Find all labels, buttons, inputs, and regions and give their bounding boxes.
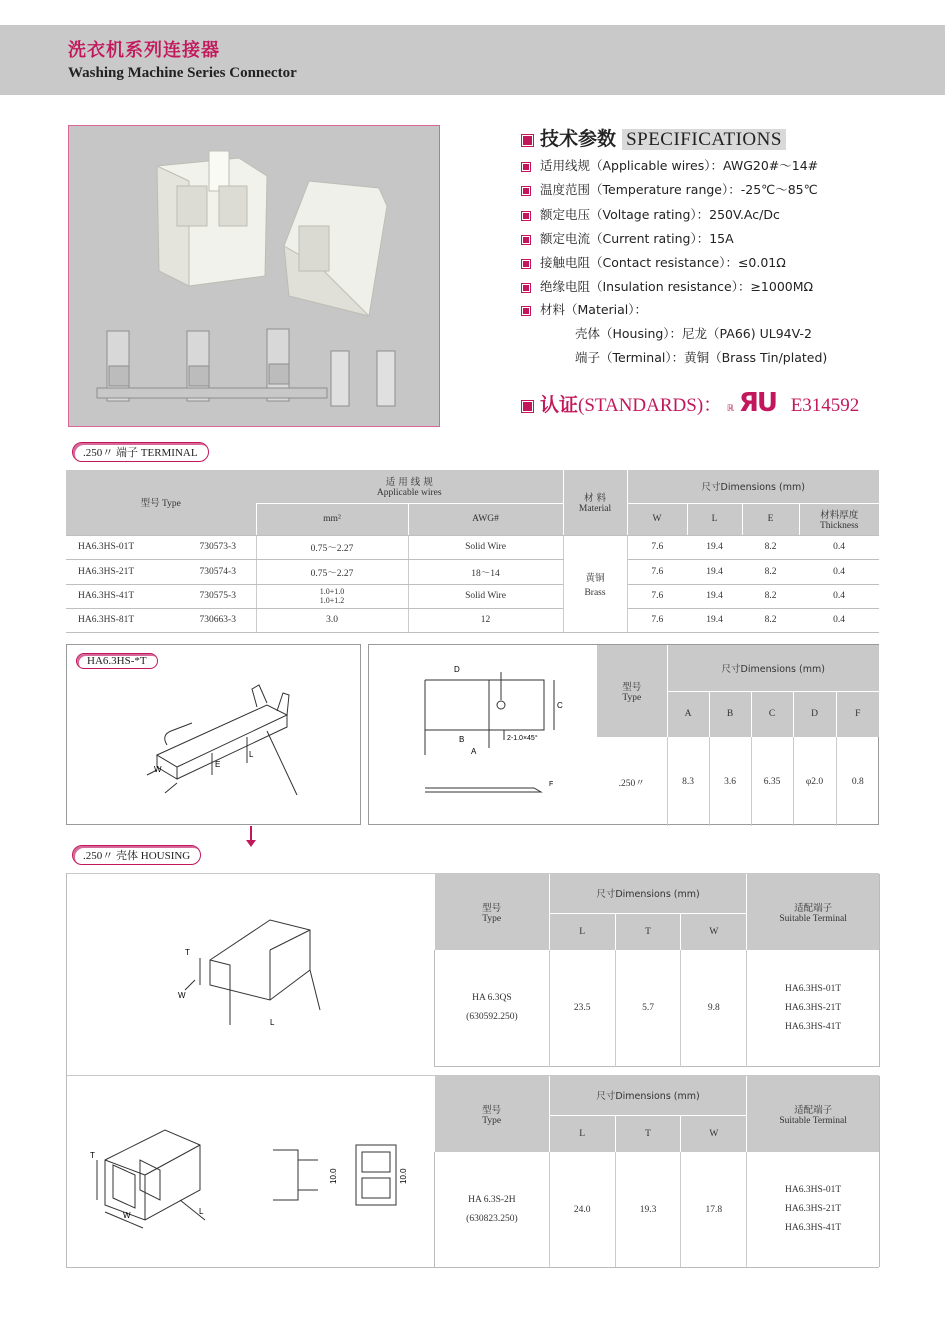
header-mm2: mm² <box>256 503 408 535</box>
spec-row: 额定电压（Voltage rating）：250V.Ac/Dc <box>522 205 780 223</box>
bullet-icon <box>522 163 530 171</box>
spec-row: 接触电阻（Contact resistance）：≤0.01Ω <box>522 253 786 271</box>
dim-l: L <box>199 1207 204 1216</box>
tab-dimension-table: 型号 Type 尺寸Dimensions (mm) A B C D F .250〃 8.3 3.6 6.35 φ2.0 0.8 <box>597 645 879 826</box>
table-row: HA6.3HS-81T 730663-3 3.0 12 7.6 19.4 8.2 0.4 <box>66 608 879 632</box>
table-row: HA6.3HS-01T 730573-3 0.75～2.27 Solid Wire 黄铜 Brass 7.6 19.4 8.2 0.4 <box>66 535 879 559</box>
label-d: D <box>454 665 460 674</box>
label-a: A <box>471 747 477 756</box>
connector-illustration <box>69 126 439 426</box>
terminal-model-label: HA6.3HS-*T <box>76 653 158 669</box>
header-type: 型号 Type <box>482 1105 502 1126</box>
spec-row: 绝缘电阻（Insulation resistance）：≥1000MΩ <box>522 277 813 295</box>
header-e: E <box>742 503 799 535</box>
bullet-square-icon <box>522 401 533 412</box>
material-cell: 黄铜 Brass <box>563 535 627 632</box>
terminal-drawing-box <box>66 644 361 825</box>
spec-row: 材料（Material）： <box>522 300 647 318</box>
header-type: 型号 Type <box>622 682 642 703</box>
label-chamfer: 2-1.0×45° <box>507 735 538 742</box>
header-material: 材 料 Material <box>563 470 627 535</box>
dim-l: L <box>249 750 254 759</box>
header-suitable: 适配端子 Suitable Terminal <box>747 1076 880 1152</box>
bullet-icon <box>522 260 530 268</box>
housing-2h-drawing <box>85 1120 225 1240</box>
bullet-icon <box>522 187 530 195</box>
flat-tab-drawing <box>409 660 579 810</box>
page-title-cn: 洗衣机系列连接器 <box>68 40 220 61</box>
table-row: HA 6.3S-2H (630823.250) 24.0 19.3 17.8 HA6.3HS-01T HA6.3HS-21T HA6.3HS-41T <box>435 1152 880 1267</box>
spec-row: 适用线规（Applicable wires）：AWG20#～14# <box>522 156 818 174</box>
dim-t: T <box>90 1151 95 1160</box>
ul-logo-icon: ЯU <box>738 388 776 418</box>
housing-section-label: .250〃 壳体 HOUSING <box>72 845 201 865</box>
header-dimensions: 尺寸Dimensions (mm) <box>627 470 879 503</box>
header-awg: AWG# <box>408 503 563 535</box>
bullet-icon <box>522 284 530 292</box>
dim-10-b: 10.0 <box>399 1168 408 1184</box>
label-c: C <box>557 701 563 710</box>
bullet-icon <box>522 307 530 315</box>
spec-row: 额定电流（Current rating）：15A <box>522 229 734 247</box>
table-row: HA6.3HS-21T 730574-3 0.75～2.27 18～14 7.6 19.4 8.2 0.4 <box>66 559 879 584</box>
header-suitable: 适配端子 Suitable Terminal <box>747 874 880 950</box>
header-l: L <box>687 503 742 535</box>
bullet-icon <box>522 236 530 244</box>
header-w: W <box>627 503 687 535</box>
housing-qs-drawing <box>170 910 340 1040</box>
label-b: B <box>459 735 465 744</box>
dim-l: L <box>270 1018 275 1027</box>
tab-spec-box <box>368 644 879 825</box>
bullet-square-icon <box>522 135 533 146</box>
page-title-en: Washing Machine Series Connector <box>68 65 297 81</box>
header-thickness: 材料厚度 Thickness <box>799 503 879 535</box>
spec-row: 温度范围（Temperature range）：-25℃～85℃ <box>522 180 818 198</box>
dim-e: E <box>215 760 221 769</box>
dim-w: W <box>154 765 162 774</box>
header-wires: 适 用 线 规 Applicable wires <box>256 470 563 503</box>
header-type: 型号 Type <box>66 470 256 535</box>
standards-line: 认证(STANDARDS)： ℝ ЯU E314592 <box>522 388 859 418</box>
housing-2h-table: 型号 Type 尺寸Dimensions (mm) 适配端子 Suitable Terminal L T W HA 6.3S-2H (630823.250) 24.0 19.3 17.8 HA6.3HS-01T HA6.3HS-21T HA6.3HS-41T <box>434 1076 880 1267</box>
crimp-terminal-drawing <box>137 675 337 815</box>
material-housing: 壳体（Housing）：尼龙（PA66) UL94V-2 <box>575 326 812 341</box>
table-row: .250〃 8.3 3.6 6.35 φ2.0 0.8 <box>597 737 879 826</box>
dim-10-a: 10.0 <box>329 1168 338 1184</box>
bullet-icon <box>522 212 530 220</box>
registered-mark-icon: ℝ <box>726 403 735 413</box>
header-dimensions: 尺寸Dimensions (mm) <box>667 645 879 691</box>
dim-w: W <box>178 991 186 1000</box>
header-type: 型号 Type <box>482 903 502 924</box>
material-terminal: 端子（Terminal）：黄铜（Brass Tin/plated) <box>575 350 828 365</box>
label-f: F <box>549 781 554 788</box>
housing-qs-table: 型号 Type 尺寸Dimensions (mm) 适配端子 Suitable Terminal L T W HA 6.3QS (630592.250) 23.5 5.7 9.8 HA6.3HS-01T HA6.3HS-21T HA6.3HS-41T <box>434 874 880 1067</box>
table-row: HA 6.3QS (630592.250) 23.5 5.7 9.8 HA6.3HS-01T HA6.3HS-21T HA6.3HS-41T <box>435 950 880 1067</box>
terminal-spec-table <box>66 470 879 633</box>
ul-number: E314592 <box>790 395 860 416</box>
specs-heading: 技术参数 SPECIFICATIONS <box>522 124 786 151</box>
dim-t: T <box>185 948 190 957</box>
housing-2h-front-view <box>268 1140 418 1220</box>
dim-w: W <box>123 1211 131 1220</box>
product-photo <box>68 125 440 427</box>
terminal-section-label: .250〃 端子 TERMINAL <box>72 442 209 462</box>
table-row: HA6.3HS-41T 730575-3 1.0+1.0 1.0+1.2 Solid Wire 7.6 19.4 8.2 0.4 <box>66 584 879 608</box>
